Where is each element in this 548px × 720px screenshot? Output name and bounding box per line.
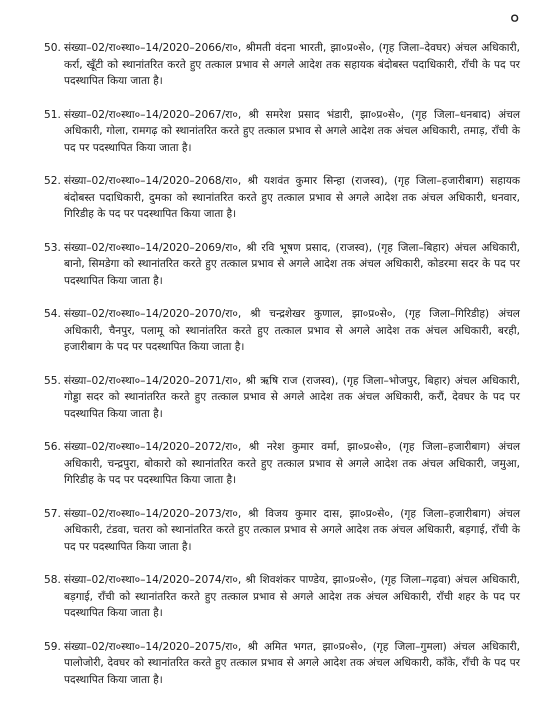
- item-text: संख्या–02/रा०स्था०–14/2020–2067/रा०, श्री समरेश प्रसाद भंडारी, झा०प्र०से०, (गृह जिला–धनबाद) अंचल अधिकारी, गोला, रामगढ़ को स्थानांतरित करते हुए तत्काल प्रभाव से अगले आदेश तक अंचल अधिकारी, तमाड़, राँची के पद पर पदस्थापित किया जाता है।: [64, 108, 520, 154]
- page-corner-mark: ०: [510, 8, 520, 29]
- item-number: 59.: [44, 640, 61, 653]
- item-number: 58.: [44, 574, 61, 586]
- item-text: संख्या–02/रा०स्था०–14/2020–2073/रा०, श्री विजय कुमार दास, झा०प्र०से०, (गृह जिला–हजारीबाग) अंचल अधिकारी, टंडवा, चतरा को स्थानांतरित करते हुए तत्काल प्रभाव से अगले आदेश तक अंचल अधिकारी, बड़गाई, राँची के पद पर पदस्थापित किया जाता है।: [64, 507, 520, 553]
- item-number: 55.: [44, 374, 61, 387]
- list-item: [44, 173, 520, 223]
- list-item: [44, 572, 520, 622]
- item-text: संख्या–02/रा०स्था०–14/2020–2072/रा०, श्री नरेश कुमार वर्मा, झा०प्र०से०, (गृह जिला–हजारीबाग) अंचल अधिकारी, चन्द्रपुरा, बोकारो को स्थानांतरित करते हुए तत्काल प्रभाव से अगले आदेश तक अंचल अधिकारी, जमुआ, गिरिडीह के पद पर पदस्थापित किया जाता है।: [64, 441, 520, 486]
- item-number: 53.: [44, 241, 61, 254]
- list-item: [44, 639, 520, 689]
- item-number: 51.: [44, 108, 61, 121]
- item-text: संख्या–02/रा०स्था०–14/2020–2068/रा०, श्री यशवंत कुमार सिन्हा (राजस्व), (गृह जिला–हजारीबाग) सहायक बंदोबस्त पदाधिकारी, दुमका को स्थानांतरित करते हुए तत्काल प्रभाव से अगले आदेश तक अंचल अधिकारी, धनवार, गिरिडीह के पद पर पदस्थापित किया जाता है।: [64, 175, 520, 220]
- list-item: [44, 373, 520, 423]
- list-item: [44, 40, 520, 90]
- item-number: 50.: [44, 42, 61, 54]
- item-number: 56.: [44, 441, 61, 453]
- list-item: [44, 240, 520, 290]
- transfer-order-list: [44, 40, 520, 705]
- item-number: 52.: [44, 175, 61, 187]
- list-item: [44, 506, 520, 556]
- item-text: संख्या–02/रा०स्था०–14/2020–2070/रा०, श्री चन्द्रशेखर कुणाल, झा०प्र०से०, (गृह जिला–गिरिडीह) अंचल अधिकारी, चैनपुर, पलामू को स्थानांतरित करते हुए तत्काल प्रभाव से अगले आदेश तक अंचल अधिकारी, बरही, हजारीबाग के पद पर पदस्थापित किया जाता है।: [64, 308, 520, 353]
- item-text: संख्या–02/रा०स्था०–14/2020–2074/रा०, श्री शिवशंकर पाण्डेय, झा०प्र०से०, (गृह जिला–गढ़वा) अंचल अधिकारी, बड़गाई, राँची को स्थानांतरित करते हुए तत्काल प्रभाव से अगले आदेश तक अंचल अधिकारी, राँची शहर के पद पर पदस्थापित किया जाता है।: [64, 574, 520, 619]
- item-text: संख्या–02/रा०स्था०–14/2020–2071/रा०, श्री ऋषि राज (राजस्व), (गृह जिला–भोजपुर, बिहार) अंचल अधिकारी, गोड्डा सदर को स्थानांतरित करते हुए तत्काल प्रभाव से अगले आदेश तक अंचल अधिकारी, करौं, देवघर के पद पर पदस्थापित किया जाता है।: [64, 374, 520, 420]
- item-text: संख्या–02/रा०स्था०–14/2020–2075/रा०, श्री अमित भगत, झा०प्र०से०, (गृह जिला–गुमला) अंचल अधिकारी, पालोजोरी, देवघर को स्थानांतरित करते हुए तत्काल प्रभाव से अगले आदेश तक अंचल अधिकारी, काँके, राँची के पद पर पदस्थापित किया जाता है।: [64, 640, 520, 686]
- item-text: संख्या–02/रा०स्था०–14/2020–2066/रा०, श्रीमती वंदना भारती, झा०प्र०से०, (गृह जिला–देवघर) अंचल अधिकारी, कर्रा, खूँटी को स्थानांतरित करते हुए तत्काल प्रभाव से अगले आदेश तक सहायक बंदोबस्त पदाधिकारी, राँची के पद पर पदस्थापित किया जाता है।: [64, 42, 520, 87]
- list-item: [44, 306, 520, 356]
- list-item: [44, 439, 520, 489]
- item-number: 57.: [44, 507, 61, 520]
- list-item: [44, 107, 520, 157]
- item-text: संख्या–02/रा०स्था०–14/2020–2069/रा०, श्री रवि भूषण प्रसाद, (राजस्व), (गृह जिला–बिहार) अंचल अधिकारी, बानो, सिमडेगा को स्थानांतरित करते हुए तत्काल प्रभाव से अगले आदेश तक अंचल अधिकारी, कोडरमा सदर के पद पर पदस्थापित किया जाता है।: [64, 241, 520, 287]
- item-number: 54.: [44, 308, 61, 320]
